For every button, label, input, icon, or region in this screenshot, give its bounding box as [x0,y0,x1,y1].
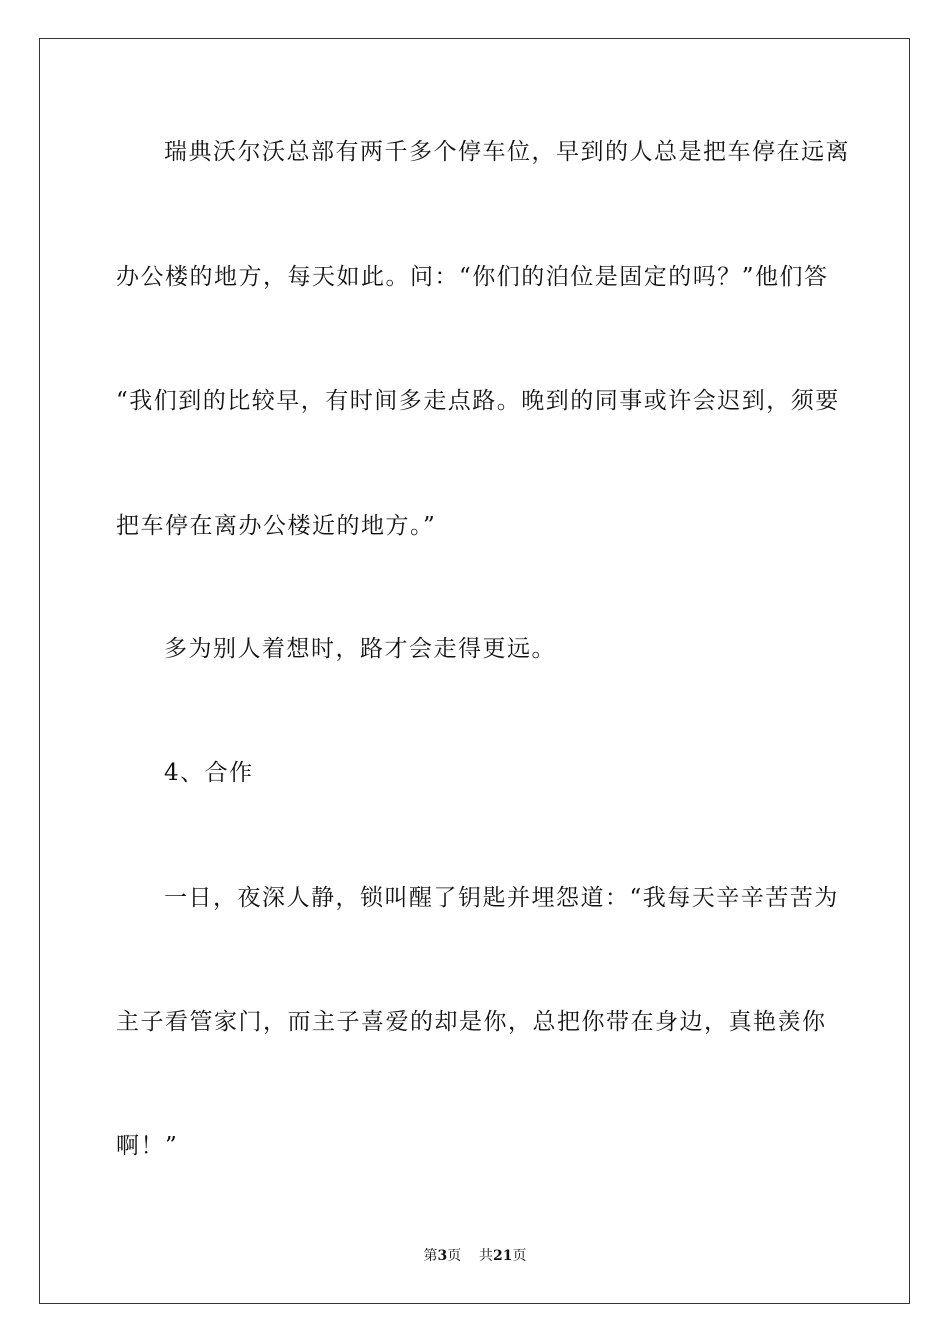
paragraph-line: 把车停在离办公楼近的地方。” [116,513,437,539]
paragraph-line: 一日，夜深人静，锁叫醒了钥匙并埋怨道：“我每天辛辛苦苦为 [164,885,839,911]
footer-total-prefix: 共 [479,1248,494,1264]
paragraph-line: “我们到的比较早，有时间多走点路。晚到的同事或许会迟到，须要 [116,388,840,414]
page-border [39,38,910,1304]
paragraph-line: 办公楼的地方，每天如此。问：“你们的泊位是固定的吗？”他们答 [116,264,829,290]
paragraph-line: 主子看管家门，而主子喜爱的却是你，总把你带在身边，真艳羡你 [116,1009,827,1035]
footer-total-suffix: 页 [512,1248,527,1264]
section-heading: 4、合作 [164,760,254,786]
footer-total-number: 21 [493,1248,513,1264]
footer-page-number: 3 [437,1248,448,1264]
page-footer [0,1245,950,1265]
paragraph-line: 啊！” [116,1133,179,1159]
footer-page-suffix: 页 [447,1248,462,1264]
paragraph-line: 瑞典沃尔沃总部有两千多个停车位，早到的人总是把车停在远离 [164,139,850,165]
paragraph-line: 多为别人着想时，路才会走得更远。 [164,636,556,662]
footer-page-prefix: 第 [423,1248,438,1264]
